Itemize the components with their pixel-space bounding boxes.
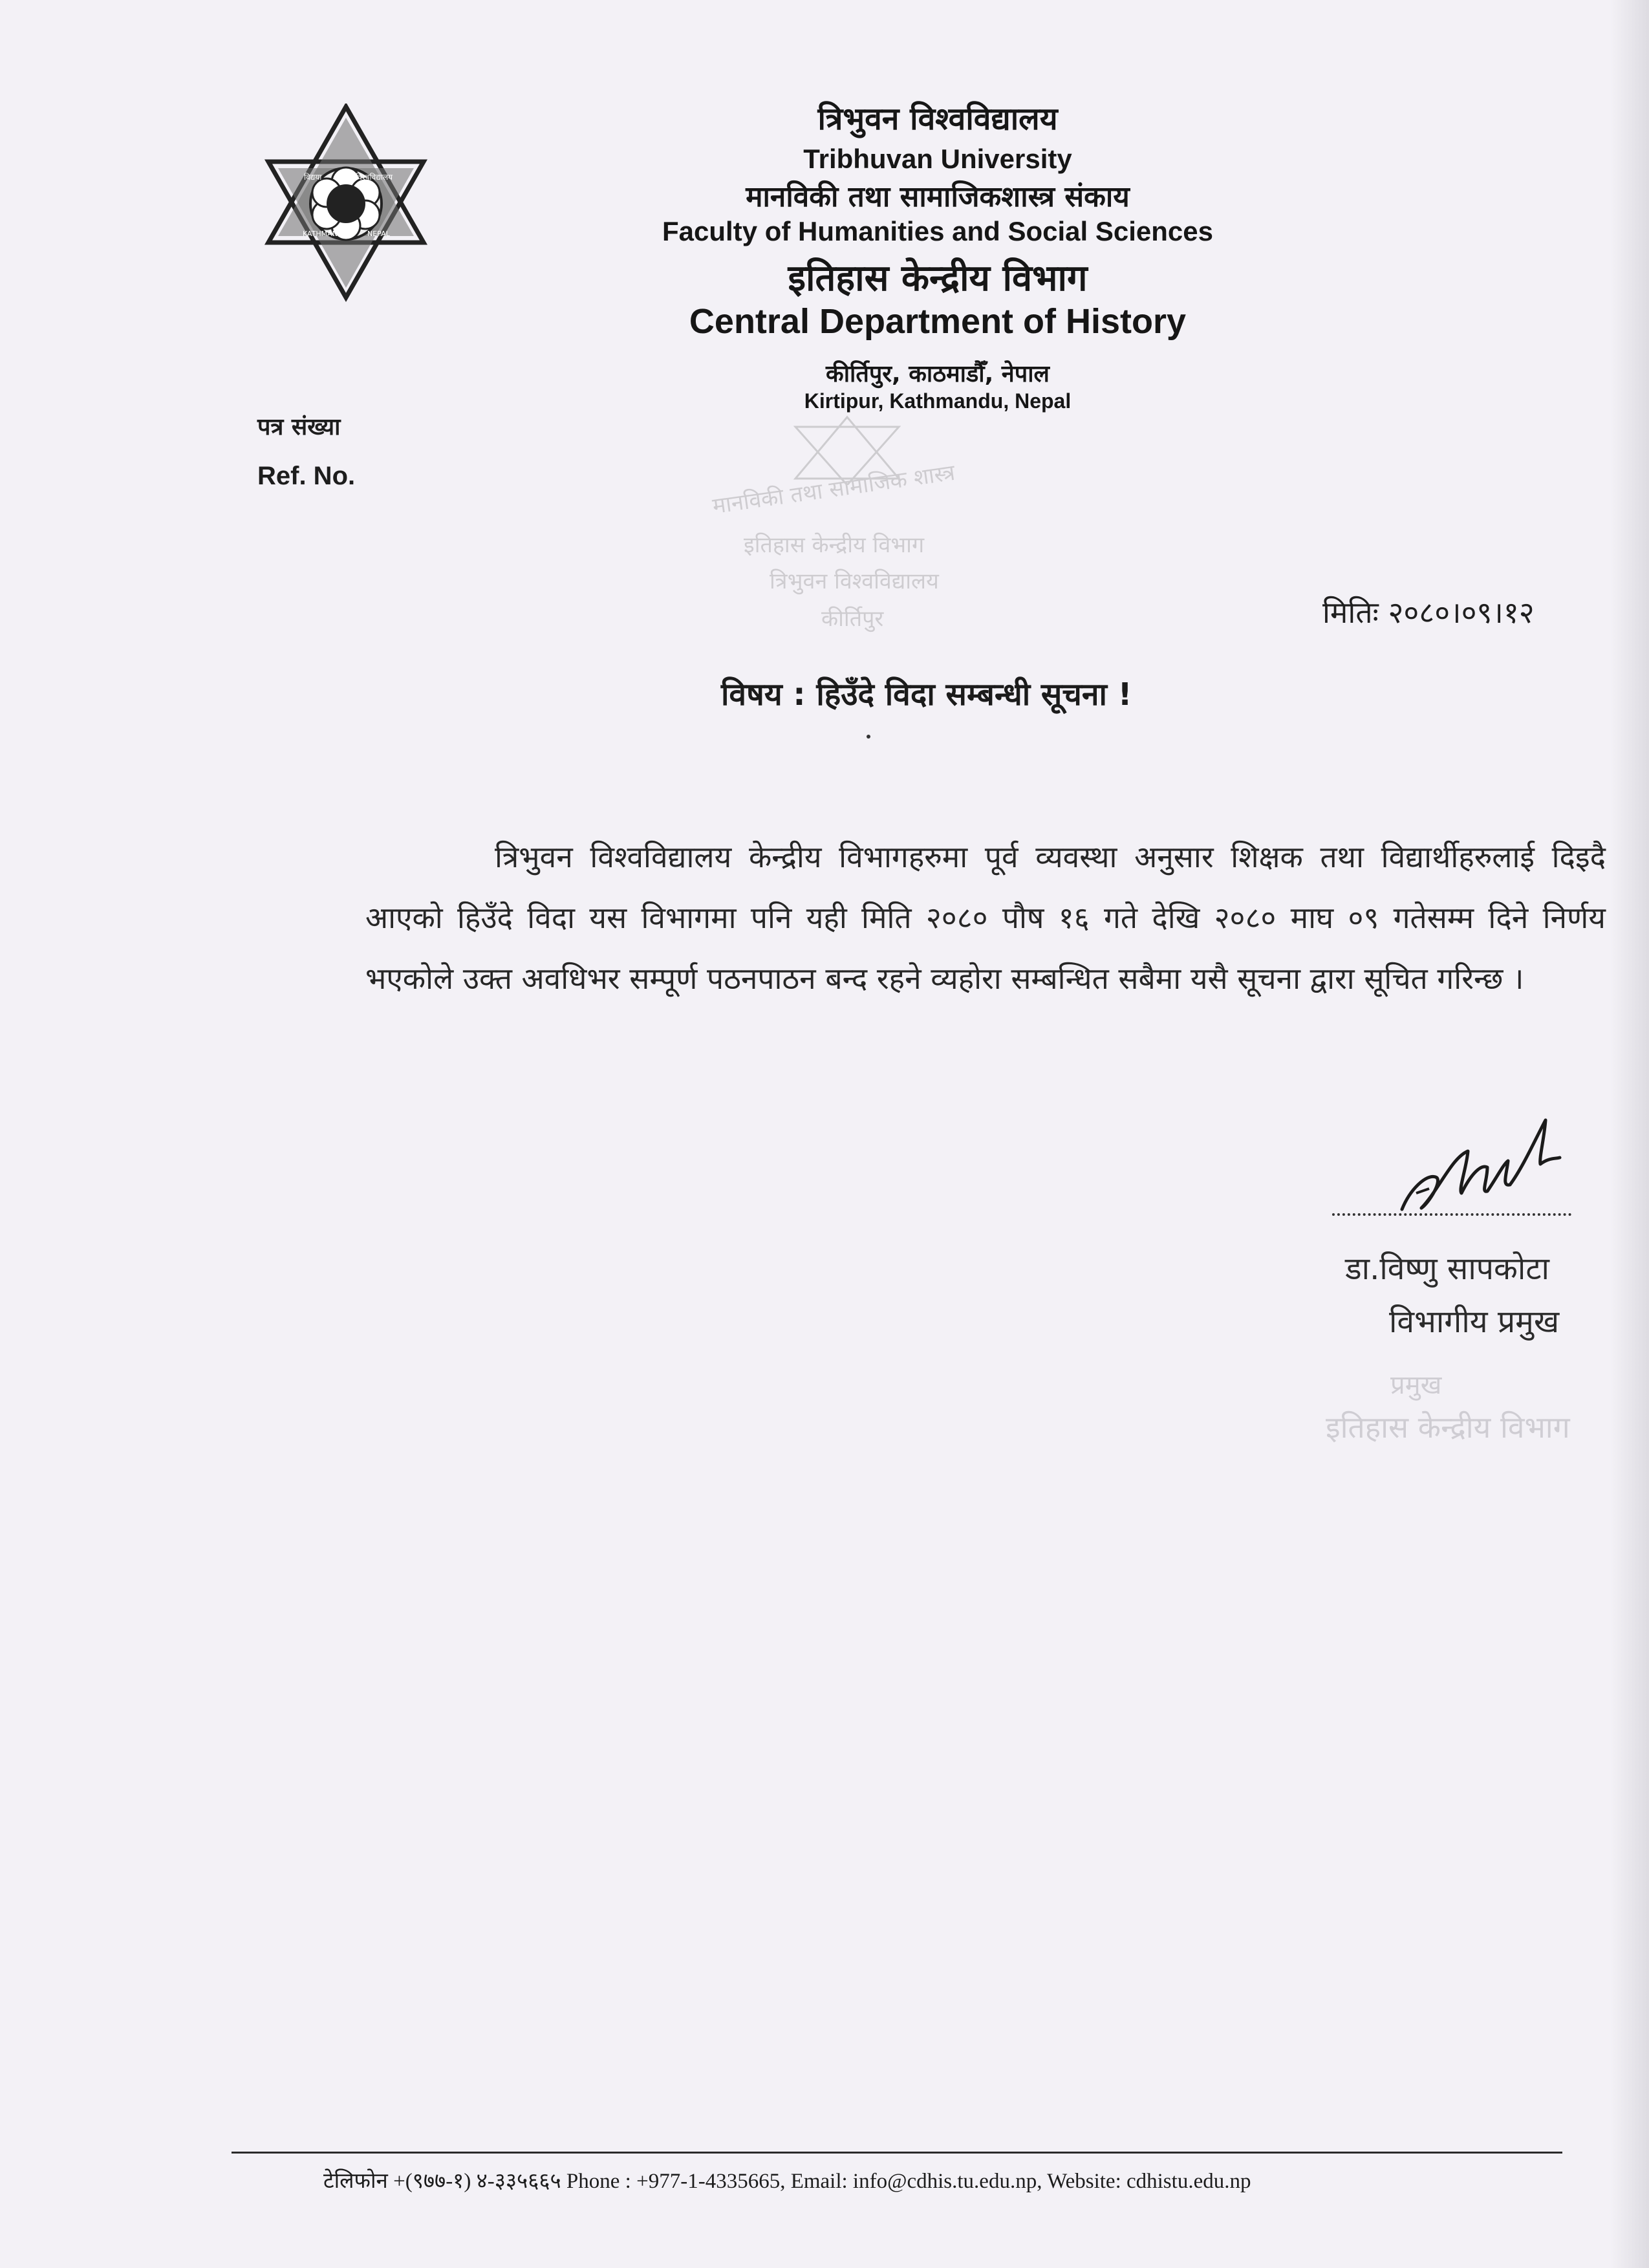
- emblem-text-top-left: विद्यया: [304, 173, 322, 182]
- stamp-line-3: त्रिभुवन विश्वविद्यालय: [770, 568, 939, 594]
- signatory-stamp-line-1: प्रमुख: [1390, 1370, 1442, 1400]
- scan-edge-shadow: [1610, 0, 1649, 2268]
- footer-divider: [232, 2152, 1562, 2154]
- address-nepali: कीर्तिपुर, काठमाडौँ, नेपाल: [826, 361, 1050, 387]
- department-stamp: [698, 414, 1022, 647]
- letter-subject: विषय : हिउँदे विदा सम्बन्धी सूचना !: [721, 676, 1132, 713]
- signatory-stamp-line-2: इतिहास केन्द्रीय विभाग: [1326, 1410, 1570, 1445]
- faculty-name-nepali: मानविकी तथा सामाजिकशास्त्र संकाय: [746, 180, 1130, 213]
- faculty-name-english: Faculty of Humanities and Social Sciences: [662, 216, 1213, 246]
- letter-body: त्रिभुवन विश्वविद्यालय केन्द्रीय विभागहरुमा पूर्व व्यवस्था अनुसार शिक्षक तथा विद्यार्थीहरुलाई दिइदै आएको हिउँदे विदा यस विभागमा पनि यही मिति २०८० पौष १६ गते देखि २०८० माघ ०९ गतेसम्म दिने निर्णय भएकोले उक्त अवधिभर सम्पूर्ण पठनपाठन बन्द रहने व्यहोरा सम्बन्धित सबैमा यसै सूचना द्वारा सूचित गरिन्छ ।: [365, 839, 1606, 996]
- emblem-text-bottom-right: NEPAL: [367, 230, 390, 238]
- signatory-title: विभागीय प्रमुख: [1389, 1304, 1560, 1340]
- tribhuvan-university-emblem-icon: [259, 103, 433, 304]
- footer-contact: टेलिफोन +(९७७-१) ४-३३५६६५ Phone : +977-1-4335665, Email: info@cdhis.tu.edu.np, Website: cdhistu.edu.np: [323, 2170, 1251, 2193]
- emblem-text-top-right: विश्वविद्यालय: [356, 173, 393, 182]
- ref-label-nepali: पत्र संख्या: [257, 414, 341, 440]
- department-name-english: Central Department of History: [689, 302, 1187, 341]
- university-name-nepali: त्रिभुवन विश्वविद्यालय: [817, 101, 1058, 137]
- signatory-name: डा.विष्णु सापकोटा: [1345, 1251, 1549, 1287]
- ref-label-english: Ref. No.: [257, 462, 356, 490]
- signature-line: [1332, 1213, 1571, 1216]
- ink-dot: [867, 735, 870, 739]
- stamp-line-4: कीर्तिपुर: [821, 606, 884, 632]
- letter-date: मितिः २०८०।०९।१२: [1322, 595, 1535, 630]
- stamp-line-2: इतिहास केन्द्रीय विभाग: [744, 532, 925, 558]
- university-name-english: Tribhuvan University: [803, 144, 1072, 174]
- department-name-nepali: इतिहास केन्द्रीय विभाग: [788, 257, 1088, 299]
- emblem-text-bottom-left: KATHMANDU: [303, 230, 349, 238]
- address-english: Kirtipur, Kathmandu, Nepal: [804, 389, 1072, 413]
- stamp-line-1: मानविकी तथा सामाजिक शास्त्र: [711, 459, 957, 520]
- handwritten-signature: [1390, 1112, 1565, 1222]
